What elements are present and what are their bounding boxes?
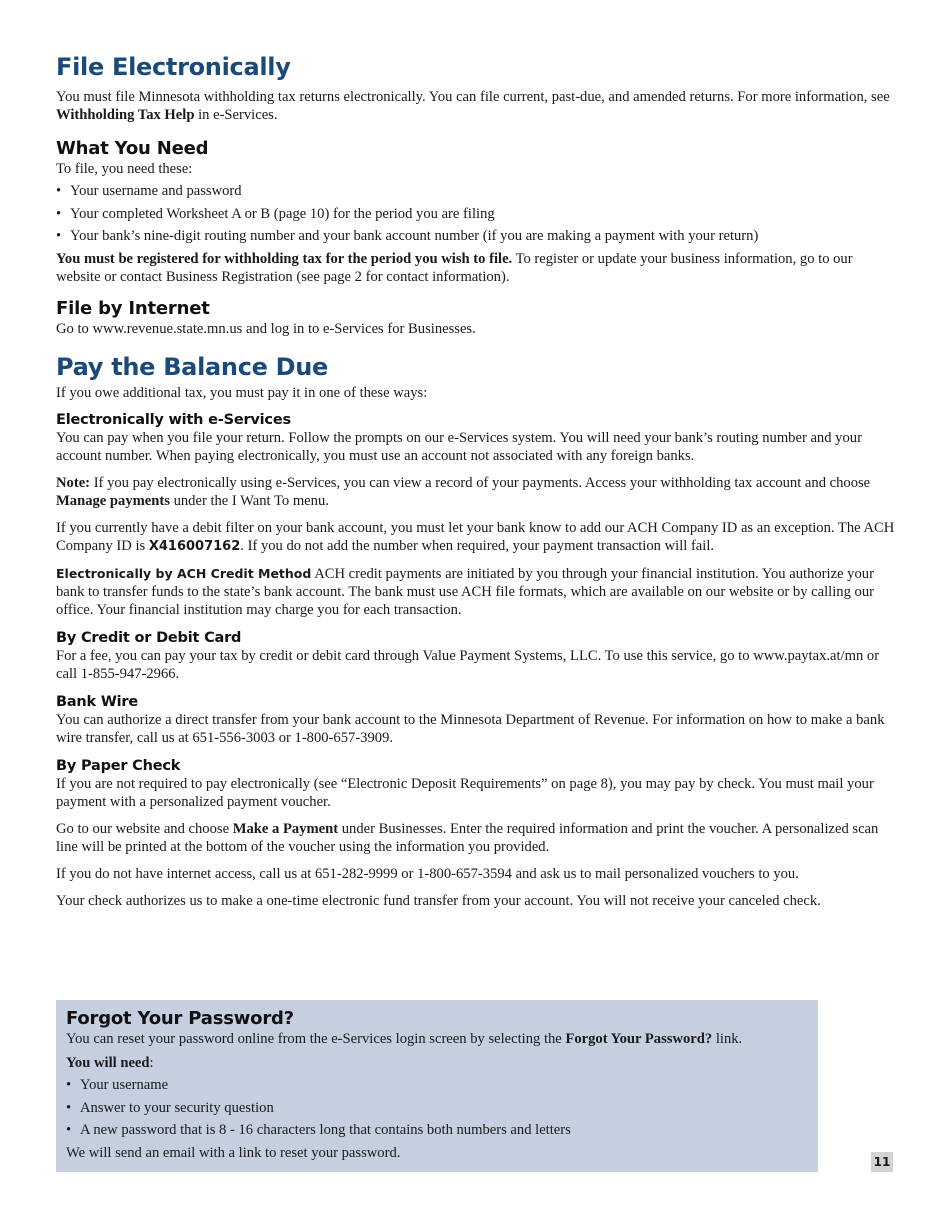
- forgot-password-text: You can reset your password online from the e-Services login screen by selecting the Forgot Your Password? link.: [66, 1031, 743, 1047]
- eservices-text: You can pay when you file your return. Follow the prompts on our e-Services system. You will need your bank’s routing number and your account number. When paying electronically, you must use an account not associated with any foreign banks.: [56, 429, 862, 464]
- what-you-need-lead: To file, you need these:: [56, 161, 193, 177]
- file-electronically-title: File Electronically: [56, 53, 291, 81]
- list-item: • A new password that is 8 - 16 characters long that contains both numbers and letters: [66, 1121, 808, 1139]
- debit-filter-text: If you currently have a debit filter on your bank account, you must let your bank know to add our ACH Company ID as an exception. The ACH Company ID is X416007162. If you do not add the number when required, your payment transaction will fail.: [56, 519, 895, 554]
- page-content: [56, 52, 896, 919]
- list-item: • Your completed Worksheet A or B (page 10) for the period you are filing: [56, 205, 896, 223]
- wire-heading: Bank Wire: [56, 693, 138, 710]
- what-you-need-list: [56, 182, 896, 245]
- page-number: 11: [871, 1152, 893, 1172]
- ach-credit-text: Electronically by ACH Credit Method ACH credit payments are initiated by you through your financial institution. You authorize your bank to transfer funds to the state’s bank account. The bank must use ACH file formats, which are available on our website or by calling our office. Your financial institution may charge you for each transaction.: [56, 565, 874, 618]
- pay-balance-intro: If you owe additional tax, you must pay it in one of these ways:: [56, 384, 428, 401]
- withholding-tax-help-term: Withholding Tax Help: [56, 107, 195, 123]
- eservices-note: Note: If you pay electronically using e-Services, you can view a record of your payments. Access your withholding tax account and choose Manage payments under the I Want To menu.: [56, 474, 871, 509]
- check-text-2: Go to our website and choose Make a Payment under Businesses. Enter the required information and print the voucher. A personalized scan line will be printed at the bottom of the voucher using the information you provided.: [56, 820, 879, 855]
- forgot-password-box: [56, 1000, 818, 1172]
- check-heading: By Paper Check: [56, 757, 181, 774]
- list-item: • Your bank’s nine-digit routing number and your bank account number (if you are making a payment with your return): [56, 227, 896, 245]
- wire-text: You can authorize a direct transfer from your bank account to the Minnesota Department of Revenue. For information on how to make a bank wire transfer, call us at 651-556-3003 or 1-800-657-3909.: [56, 711, 885, 746]
- list-item: • Your username and password: [56, 182, 896, 200]
- what-you-need-heading: What You Need: [56, 138, 209, 159]
- file-by-internet-heading: File by Internet: [56, 297, 210, 319]
- you-will-need-label: You will need:: [66, 1055, 154, 1071]
- pay-balance-title: Pay the Balance Due: [56, 352, 329, 381]
- registration-note: You must be registered for withholding tax for the period you wish to file. To register or update your business information, go to our website or contact Business Registration (see page 2 for contact information).: [56, 250, 853, 285]
- list-item: • Your username: [66, 1076, 808, 1094]
- file-by-internet-text: Go to www.revenue.state.mn.us and log in to e-Services for Businesses.: [56, 320, 476, 337]
- ach-company-id: X416007162: [148, 538, 241, 554]
- forgot-password-list: [66, 1076, 808, 1139]
- check-text-1: If you are not required to pay electronically (see “Electronic Deposit Requirements” on page 8), you may pay by check. You must mail your payment with a personalized payment voucher.: [56, 775, 874, 810]
- check-text-3: If you do not have internet access, call us at 651-282-9999 or 1-800-657-3594 and ask us to mail personalized vouchers to you.: [56, 865, 799, 882]
- list-item: • Answer to your security question: [66, 1099, 808, 1117]
- eservices-heading: Electronically with e-Services: [56, 411, 291, 428]
- card-heading: By Credit or Debit Card: [56, 629, 242, 646]
- check-text-4: Your check authorizes us to make a one-time electronic fund transfer from your account. You will not receive your canceled check.: [56, 892, 821, 909]
- file-electronically-intro: You must file Minnesota withholding tax returns electronically. You can file current, past-due, and amended returns. For more information, see Withholding Tax Help in e-Services.: [56, 89, 890, 123]
- forgot-password-footer: We will send an email with a link to reset your password.: [66, 1144, 401, 1161]
- card-text: For a fee, you can pay your tax by credit or debit card through Value Payment Systems, LLC. To use this service, go to www.paytax.at/mn or call 1-855-947-2966.: [56, 647, 880, 682]
- forgot-password-heading: Forgot Your Password?: [66, 1008, 294, 1029]
- ach-credit-heading: Electronically by ACH Credit Method: [56, 565, 312, 581]
